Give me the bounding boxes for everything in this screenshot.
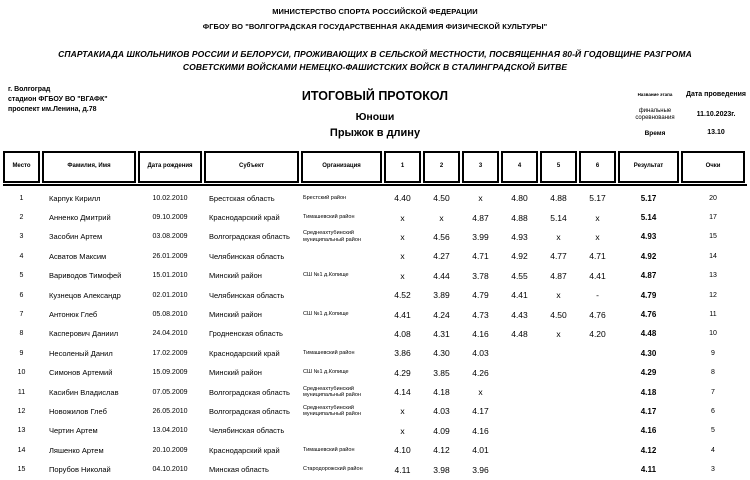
table-cell: 4.79	[472, 290, 489, 301]
table-cell: 4.43	[511, 309, 528, 320]
stage-value: финальные соревнования	[635, 107, 675, 121]
table-cell: 12	[709, 291, 717, 299]
column-header: 6	[579, 151, 616, 183]
table-cell: 4.50	[550, 309, 567, 320]
table-cell: x	[478, 387, 483, 398]
table-cell: 4.17	[472, 406, 489, 417]
table-cell: 5.17	[640, 193, 657, 203]
table-cell: 4.30	[640, 348, 657, 358]
table-cell: СШ №1 д.Копище	[303, 272, 349, 279]
table-cell: 4.71	[472, 251, 489, 262]
column-header: Очки	[681, 151, 745, 183]
table-cell: 4.16	[472, 425, 489, 436]
event-title-line1: СПАРТАКИАДА ШКОЛЬНИКОВ РОССИИ И БЕЛОРУСИ, ПРОЖИВАЮЩИХ В СЕЛЬСКОЙ МЕСТНОСТИ, ПОСВЯЩЕННАЯ 80-Й ГОДОВЩИНЕ РАЗГРОМА	[58, 49, 692, 59]
table-cell: 4.16	[472, 328, 489, 339]
table-cell: Минский район	[209, 271, 262, 281]
time-label: Время	[644, 129, 666, 137]
table-cell: 4.73	[472, 309, 489, 320]
table-cell: 3.85	[433, 367, 450, 378]
date-label: Дата проведения	[686, 90, 746, 98]
table-cell: 4.87	[472, 212, 489, 223]
table-cell: 4.08	[394, 328, 411, 339]
table-cell: 7	[19, 311, 24, 319]
venue-stadium: стадион ФГБОУ ВО "ВГАФК"	[8, 95, 108, 103]
table-cell: 10	[709, 330, 717, 338]
meta-block	[626, 85, 748, 141]
table-cell: 4.29	[640, 368, 657, 378]
table-cell: Среднеахтубинский муниципальный район	[303, 404, 361, 418]
table-cell: 4.88	[550, 193, 567, 204]
table-cell: СШ №1 д.Копище	[303, 369, 349, 376]
table-cell: 6	[711, 407, 715, 415]
table-cell: 20.10.2009	[152, 446, 188, 454]
table-cell: Вариводов Тимофей	[49, 271, 122, 281]
table-row	[3, 227, 747, 246]
table-cell: 4.31	[433, 328, 450, 339]
table-cell: 4.44	[433, 270, 450, 281]
table-cell: Челябинская область	[209, 251, 285, 261]
table-cell: 4.09	[433, 425, 450, 436]
table-cell: Гродненская область	[209, 329, 283, 339]
table-cell: 3	[711, 466, 715, 474]
table-cell: 03.08.2009	[152, 233, 188, 241]
table-cell: 14	[17, 446, 26, 454]
table-cell: 4.27	[433, 251, 450, 262]
table-cell: x	[400, 231, 405, 242]
table-cell: Минский район	[209, 310, 262, 320]
table-row	[3, 189, 747, 208]
table-cell: Волгоградская область	[209, 387, 290, 397]
table-cell: 3.98	[433, 464, 450, 475]
table-cell: 04.10.2010	[152, 466, 188, 474]
table-cell: 4.87	[640, 271, 657, 281]
table-cell: 10	[17, 369, 26, 377]
table-cell: Касибин Владислав	[49, 387, 119, 397]
table-cell: 4.18	[640, 387, 657, 397]
table-cell: 4.16	[640, 426, 657, 436]
table-cell: 09.10.2009	[152, 214, 188, 222]
table-cell: 5	[711, 427, 715, 435]
table-cell: 6	[19, 291, 24, 299]
table-cell: 4.30	[433, 348, 450, 359]
ministry-line: МИНИСТЕРСТВО СПОРТА РОССИЙСКОЙ ФЕДЕРАЦИИ	[272, 7, 478, 16]
table-body	[3, 186, 747, 480]
table-cell: 4.93	[640, 232, 657, 242]
table-cell: 9	[711, 349, 715, 357]
table-cell: 4.52	[394, 290, 411, 301]
table-cell: x	[400, 270, 405, 281]
table-cell: Минская область	[209, 465, 269, 475]
table-cell: x	[439, 212, 444, 223]
table-cell: 3.96	[472, 464, 489, 475]
table-cell: 4.87	[550, 270, 567, 281]
table-cell: Ляшенко Артем	[49, 445, 104, 455]
table-cell: 3.78	[472, 270, 489, 281]
table-cell: 2	[19, 214, 24, 222]
table-cell: 02.01.2010	[152, 291, 188, 299]
event-title	[0, 48, 750, 74]
table-row	[3, 363, 747, 382]
table-cell: Чертин Артем	[49, 426, 98, 436]
table-cell: 15	[17, 466, 26, 474]
table-cell: Краснодарский край	[209, 348, 280, 358]
table-cell: 4.18	[433, 387, 450, 398]
table-row	[3, 460, 747, 479]
table-cell: 4.92	[511, 251, 528, 262]
table-cell: 3	[19, 233, 24, 241]
table-cell: Среднеахтубинский муниципальный район	[303, 230, 361, 243]
table-cell: 4.14	[394, 387, 411, 398]
table-cell: 4.26	[472, 367, 489, 378]
column-header: Фамилия, Имя	[42, 151, 136, 183]
academy-line: ФГБОУ ВО "ВОЛГОГРАДСКАЯ ГОСУДАРСТВЕННАЯ АКАДЕМИЯ ФИЗИЧЕСКОЙ КУЛЬТУРЫ"	[202, 22, 548, 31]
table-cell: Симонов Артемий	[49, 368, 113, 378]
venue-address: проспект им.Ленина, д.78	[8, 105, 97, 113]
table-cell: 4.93	[511, 231, 528, 242]
protocol-title: ИТОГОВЫЙ ПРОТОКОЛ	[301, 88, 449, 103]
venue-city: г. Волгоград	[8, 85, 51, 93]
table-cell: 4.71	[589, 251, 606, 262]
table-cell: Тимашевский район	[303, 446, 355, 453]
table-header-row	[3, 151, 747, 183]
table-cell: 4.80	[511, 193, 528, 204]
table-cell: 05.08.2010	[152, 311, 188, 319]
table-row	[3, 208, 747, 227]
table-cell: Новожилов Глеб	[49, 406, 107, 416]
table-cell: 3.86	[394, 348, 411, 359]
table-cell: Анненко Дмитрий	[49, 213, 111, 223]
table-cell: 4.48	[511, 328, 528, 339]
table-cell: 4.03	[472, 348, 489, 359]
protocol-category: Юноши	[355, 110, 395, 123]
table-cell: Порубов Николай	[49, 465, 111, 475]
table-cell: 26.01.2009	[152, 252, 188, 260]
table-row	[3, 441, 747, 460]
table-cell: 5.14	[640, 213, 657, 223]
table-cell: 4.79	[640, 290, 657, 300]
table-row	[3, 382, 747, 401]
table-cell: 3.89	[433, 290, 450, 301]
table-cell: Несоленый Данил	[49, 348, 113, 358]
table-cell: 4.48	[640, 329, 657, 339]
table-cell: x	[478, 193, 483, 204]
table-cell: 4.11	[394, 464, 411, 475]
table-cell: Минский район	[209, 368, 262, 378]
column-header: 1	[384, 151, 421, 183]
table-cell: 4.12	[640, 445, 657, 455]
table-cell: 11	[709, 311, 717, 319]
table-cell: 4.03	[433, 406, 450, 417]
table-cell: 4.88	[511, 212, 528, 223]
table-cell: 4	[19, 252, 24, 260]
table-cell: 4.41	[511, 290, 528, 301]
table-cell: 4.10	[394, 445, 411, 456]
column-header: Дата рождения	[138, 151, 202, 183]
table-cell: 4.12	[433, 445, 450, 456]
table-cell: 4.56	[433, 231, 450, 242]
table-cell: 4.76	[640, 310, 657, 320]
info-row	[0, 81, 750, 151]
table-cell: x	[595, 231, 600, 242]
table-cell: Тимашевский район	[303, 214, 355, 221]
table-cell: 15	[709, 233, 717, 241]
table-cell: 4.40	[394, 193, 411, 204]
table-cell: Антонюк Глеб	[49, 310, 98, 320]
table-cell: Стародорожский район	[303, 466, 363, 473]
table-cell: 4.55	[511, 270, 528, 281]
table-row	[3, 305, 747, 324]
table-cell: 13	[709, 272, 717, 280]
table-cell: 4.24	[433, 309, 450, 320]
table-cell: x	[556, 231, 561, 242]
table-row	[3, 247, 747, 266]
table-cell: СШ №1 д.Копище	[303, 311, 349, 318]
table-cell: Карпук Кирилл	[49, 193, 101, 203]
table-cell: Касперович Даниил	[49, 329, 119, 339]
table-cell: 8	[711, 369, 715, 377]
table-cell: x	[556, 290, 561, 301]
stage-label: Название этапа	[637, 91, 673, 97]
table-row	[3, 344, 747, 363]
table-cell: Краснодарский край	[209, 445, 280, 455]
table-cell: x	[400, 251, 405, 262]
table-cell: 4.01	[472, 445, 489, 456]
table-cell: 1	[19, 194, 24, 202]
table-cell: x	[400, 406, 405, 417]
column-header: 5	[540, 151, 577, 183]
column-header: 2	[423, 151, 460, 183]
table-row	[3, 266, 747, 285]
table-cell: Волгоградская область	[209, 232, 290, 242]
table-cell: 5.14	[550, 212, 567, 223]
table-cell: 4.29	[394, 367, 411, 378]
table-cell: 7	[711, 388, 715, 396]
table-cell: Среднеахтубинский муниципальный район	[303, 385, 361, 399]
table-cell: Краснодарский край	[209, 213, 280, 223]
table-cell: 07.05.2009	[152, 388, 188, 396]
column-header: Организация	[301, 151, 382, 183]
table-cell: 8	[19, 330, 24, 338]
table-cell: 13.04.2010	[152, 427, 188, 435]
table-row	[3, 402, 747, 421]
table-cell: 4.50	[433, 193, 450, 204]
table-row	[3, 324, 747, 343]
table-cell: Брестская область	[209, 193, 275, 203]
table-cell: Асватов Максим	[49, 251, 107, 261]
table-cell: 4.41	[394, 309, 411, 320]
table-cell: Челябинская область	[209, 426, 285, 436]
table-cell: 15.09.2009	[152, 369, 188, 377]
table-cell: x	[400, 212, 405, 223]
column-header: 4	[501, 151, 538, 183]
column-header: Результат	[618, 151, 679, 183]
event-title-line2: СОВЕТСКИМИ ВОЙСКАМИ НЕМЕЦКО-ФАШИСТСКИХ ВОЙСК В СТАЛИНГРАДСКОЙ БИТВЕ	[182, 61, 568, 72]
table-cell: 26.05.2010	[152, 407, 188, 415]
table-cell: 4.77	[550, 251, 567, 262]
table-cell: Челябинская область	[209, 290, 285, 300]
table-cell: Засобин Артем	[49, 232, 103, 242]
table-cell: 3.99	[472, 231, 489, 242]
results-table	[3, 151, 747, 480]
table-cell: 4.41	[589, 270, 606, 281]
table-row	[3, 421, 747, 440]
time-value: 13.10	[707, 129, 725, 137]
table-cell: 15.01.2010	[152, 272, 188, 280]
column-header: 3	[462, 151, 499, 183]
table-cell: 14	[709, 252, 717, 260]
table-cell: Брестский район	[303, 194, 347, 201]
table-cell: 5	[19, 272, 24, 280]
table-cell: 11	[17, 388, 26, 396]
table-cell: x	[400, 425, 405, 436]
table-cell: 4.92	[640, 251, 657, 261]
table-cell: 12	[17, 407, 26, 415]
table-cell: 4.20	[589, 328, 606, 339]
table-cell: Кузнецов Александр	[49, 290, 121, 300]
table-cell: -	[596, 290, 599, 301]
table-cell: 4.17	[640, 406, 657, 416]
table-cell: x	[556, 328, 561, 339]
date-value: 11.10.2023г.	[696, 111, 736, 119]
table-cell: 4.76	[589, 309, 606, 320]
table-cell: Тимашевский район	[303, 350, 355, 357]
column-header: Место	[3, 151, 40, 183]
table-row	[3, 285, 747, 304]
table-cell: 4.11	[640, 465, 657, 475]
table-cell: x	[595, 212, 600, 223]
table-cell: 17.02.2009	[152, 349, 188, 357]
table-cell: 20	[709, 194, 717, 202]
table-cell: 10.02.2010	[152, 194, 188, 202]
table-cell: 24.04.2010	[152, 330, 188, 338]
table-cell: 17	[709, 214, 717, 222]
table-cell: 13	[17, 427, 26, 435]
table-cell: 5.17	[589, 193, 606, 204]
table-cell: 9	[19, 349, 24, 357]
protocol-discipline: Прыжок в длину	[329, 126, 421, 139]
table-cell: Волгоградская область	[209, 406, 290, 416]
column-header: Субъект	[204, 151, 299, 183]
table-cell: 4	[711, 446, 715, 454]
